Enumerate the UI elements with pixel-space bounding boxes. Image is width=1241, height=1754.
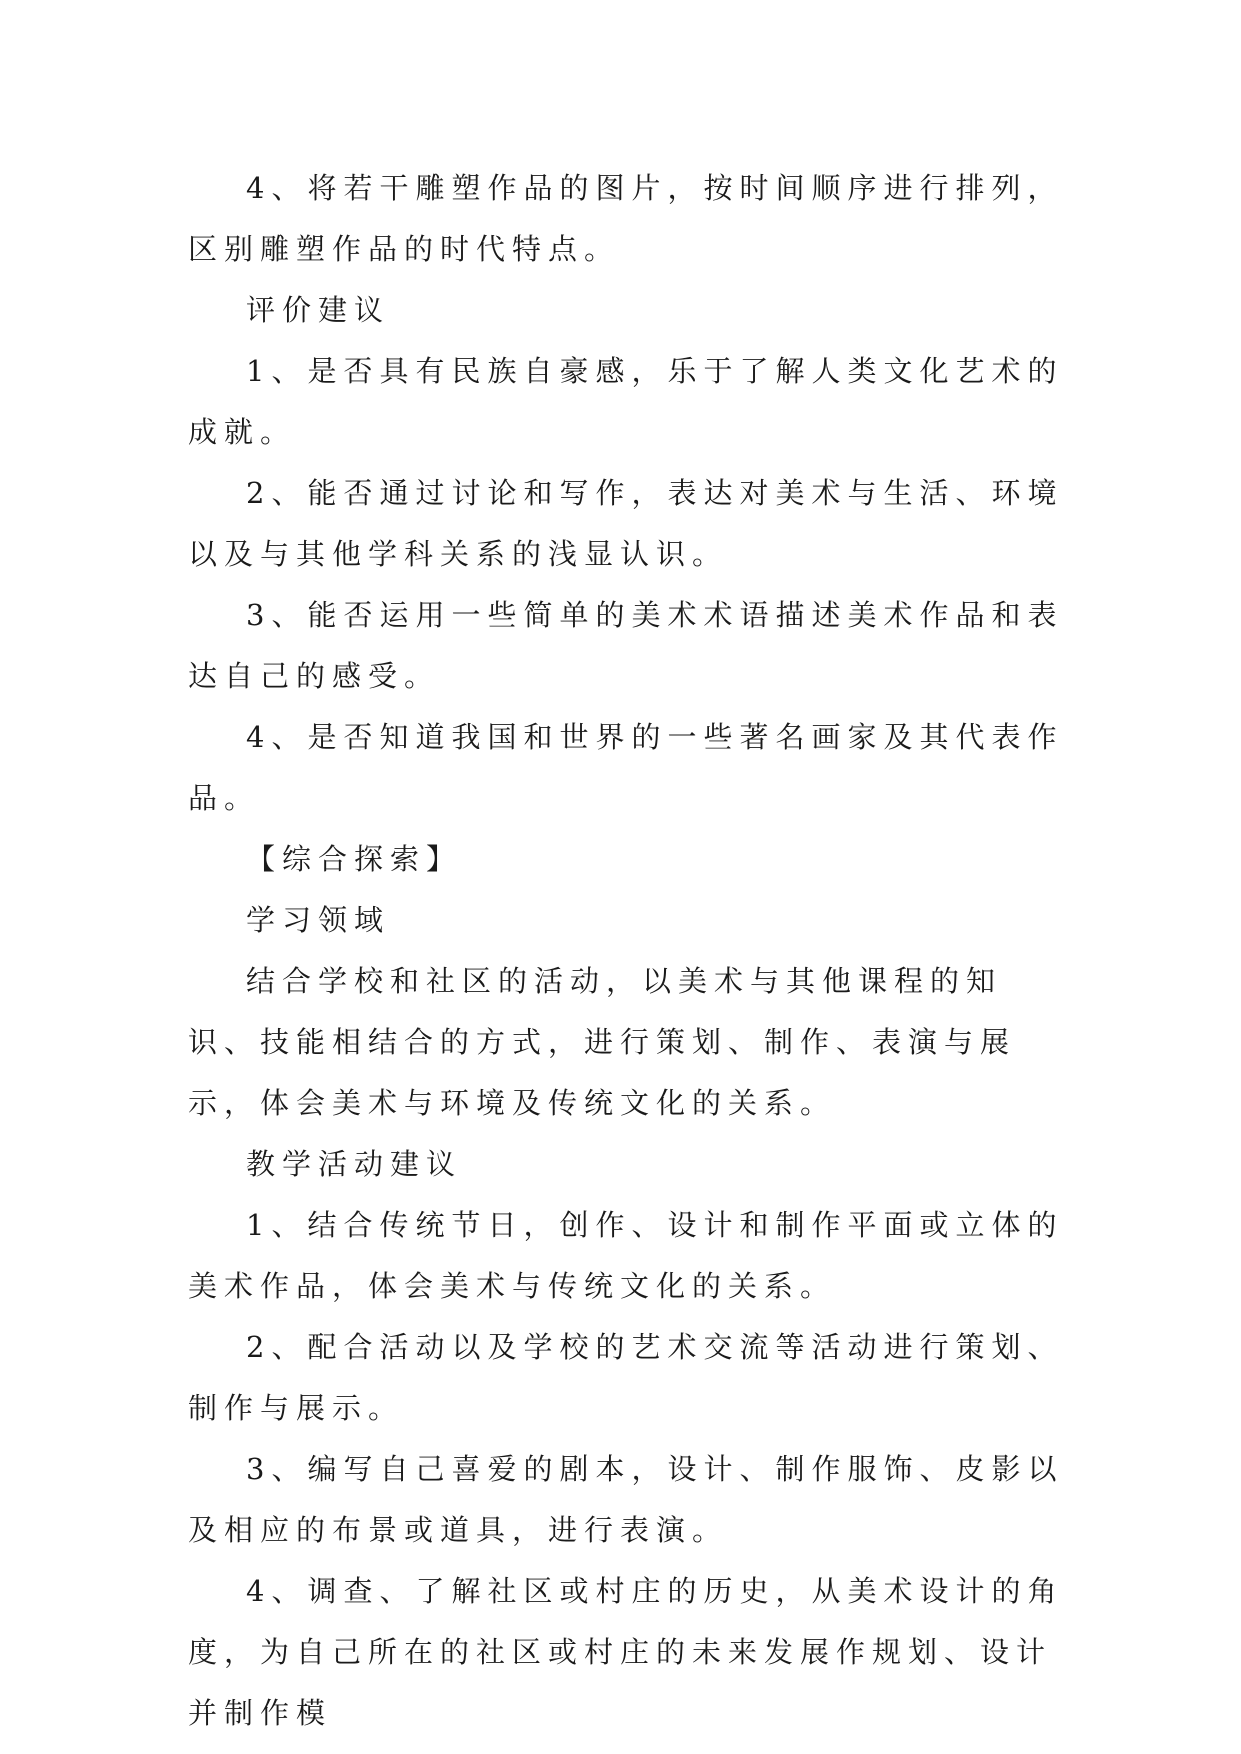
- paragraph: 2、配合活动以及学校的艺术交流等活动进行策划、制作与展示。: [188, 1330, 1064, 1425]
- paragraph: 3、能否运用一些简单的美术术语描述美术作品和表达自己的感受。: [188, 598, 1064, 693]
- paragraph: 4、调查、了解社区或村庄的历史，从美术设计的角度，为自己所在的社区或村庄的未来发展作规划、设计并制作模: [188, 1574, 1064, 1730]
- section-heading: 学习领域: [246, 903, 391, 937]
- paragraph: 结合学校和社区的活动，以美术与其他课程的知识、技能相结合的方式，进行策划、制作、表演与展示，体会美术与环境及传统文化的关系。: [188, 964, 1017, 1120]
- paragraph: 4、是否知道我国和世界的一些著名画家及其代表作品。: [188, 720, 1064, 815]
- section-heading: 【综合探索】: [246, 842, 463, 876]
- paragraph: 1、结合传统节日，创作、设计和制作平面或立体的美术作品，体会美术与传统文化的关系。: [188, 1208, 1064, 1303]
- paragraph: 3、编写自己喜爱的剧本，设计、制作服饰、皮影以及相应的布景或道具，进行表演。: [188, 1452, 1064, 1547]
- paragraph: 4、将若干雕塑作品的图片，按时间顺序进行排列，区别雕塑作品的时代特点。: [188, 171, 1064, 266]
- section-heading: 教学活动建议: [246, 1147, 463, 1181]
- paragraph: 1、是否具有民族自豪感，乐于了解人类文化艺术的成就。: [188, 354, 1064, 449]
- paragraph: 2、能否通过讨论和写作，表达对美术与生活、环境以及与其他学科关系的浅显认识。: [188, 476, 1064, 571]
- document-body: [188, 158, 1068, 1744]
- section-heading: 评价建议: [246, 293, 391, 327]
